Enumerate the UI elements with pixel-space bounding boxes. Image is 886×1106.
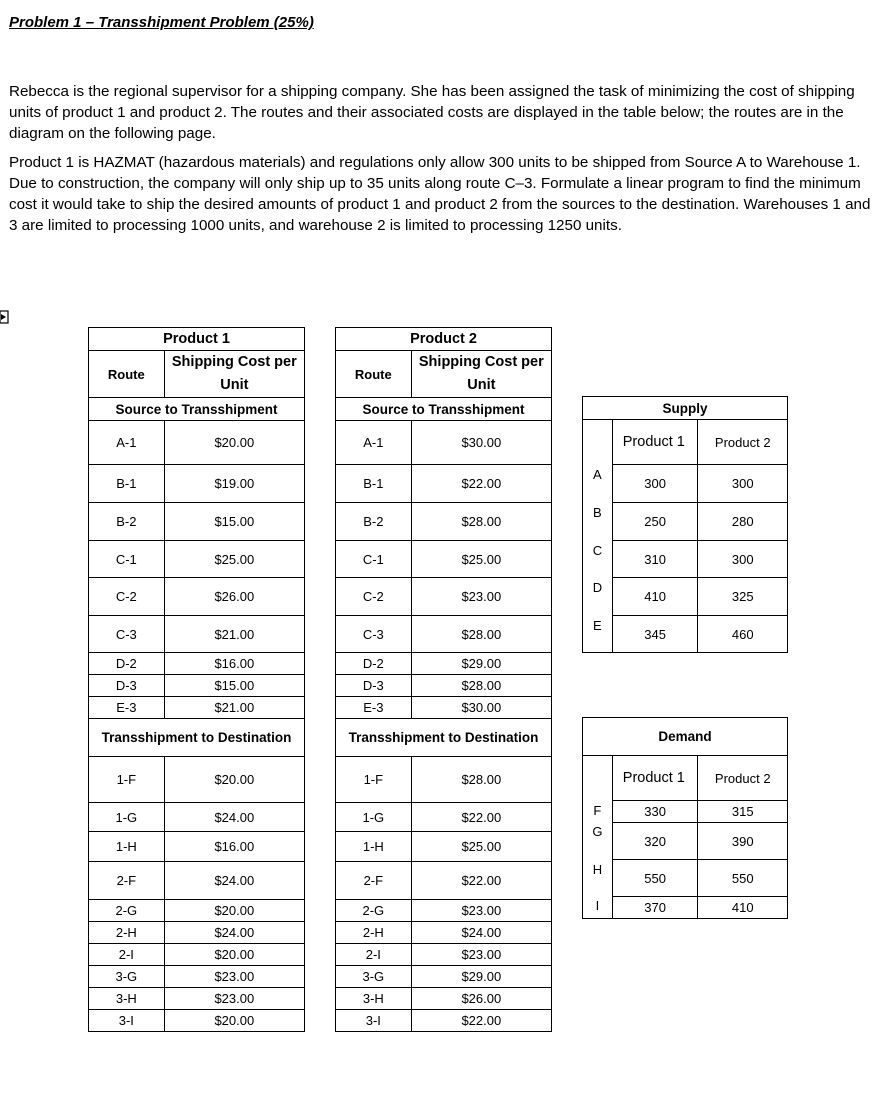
section-source-to-transshipment: Source to Transshipment [89, 398, 305, 421]
table-row [583, 541, 788, 578]
product1-header: Product 1 [612, 420, 698, 465]
product-title: Product 2 [336, 328, 552, 351]
product1-table [88, 327, 305, 1032]
route-cell: 2-I [336, 944, 412, 966]
product-title: Product 1 [89, 328, 305, 351]
product1-value: 300 [612, 465, 698, 503]
table-row [336, 944, 552, 966]
cost-cell: $26.00 [164, 578, 304, 616]
cost-cell: $24.00 [411, 922, 551, 944]
product2-value: 280 [698, 503, 788, 541]
route-cell: 2-G [336, 900, 412, 922]
table-row [336, 697, 552, 719]
cost-cell: $20.00 [164, 1010, 304, 1032]
route-cell: 1-F [89, 757, 165, 803]
route-cell: 3-I [336, 1010, 412, 1032]
section-transshipment-to-destination: Transshipment to Destination [89, 719, 305, 757]
table-row [336, 421, 552, 465]
table-row [583, 823, 788, 860]
route-cell: D-2 [336, 653, 412, 675]
route-cell: 3-G [336, 966, 412, 988]
route-cell: 1-H [336, 832, 412, 862]
cost-header: Shipping Cost per Unit [164, 351, 304, 398]
cost-cell: $22.00 [411, 1010, 551, 1032]
route-cell: E-3 [336, 697, 412, 719]
cost-cell: $29.00 [411, 966, 551, 988]
page-title: Problem 1 – Transshipment Problem (25%) [9, 14, 314, 31]
cost-cell: $16.00 [164, 653, 304, 675]
cost-cell: $15.00 [164, 675, 304, 697]
supply-label-cell: D [583, 578, 613, 616]
cost-cell: $21.00 [164, 697, 304, 719]
table-row [89, 616, 305, 653]
table-row [583, 465, 788, 503]
table-row [89, 675, 305, 697]
route-cell: C-2 [89, 578, 165, 616]
table-row [89, 757, 305, 803]
demand-label-cell: F [583, 801, 613, 823]
table-row [89, 578, 305, 616]
cost-cell: $22.00 [411, 803, 551, 832]
route-cell: E-3 [89, 697, 165, 719]
table-row [336, 578, 552, 616]
section-transshipment-to-destination: Transshipment to Destination [336, 719, 552, 757]
product2-value: 300 [698, 465, 788, 503]
demand-title: Demand [583, 718, 788, 756]
route-cell: 1-F [336, 757, 412, 803]
table-row [336, 675, 552, 697]
route-cell: 3-G [89, 966, 165, 988]
cost-cell: $29.00 [411, 653, 551, 675]
table-row [89, 653, 305, 675]
route-cell: 2-H [336, 922, 412, 944]
product1-value: 345 [612, 616, 698, 653]
cost-cell: $19.00 [164, 465, 304, 503]
route-cell: D-2 [89, 653, 165, 675]
cost-cell: $28.00 [411, 757, 551, 803]
cost-cell: $20.00 [164, 421, 304, 465]
intro-paragraph: Rebecca is the regional supervisor for a shipping company. She has been assigned the task of minimizing the cost of shipping units of product 1 and product 2. The routes and their associated costs are displayed in the table below; the routes are in the diagram on the following page. [9, 83, 855, 142]
table-row [89, 900, 305, 922]
product1-value: 250 [612, 503, 698, 541]
table-row [336, 653, 552, 675]
route-cell: 2-F [89, 862, 165, 900]
table-row [336, 465, 552, 503]
table-row [89, 922, 305, 944]
table-row [336, 988, 552, 1010]
demand-label-cell: G [583, 823, 613, 860]
product2-header: Product 2 [698, 420, 788, 465]
product2-value: 315 [698, 801, 788, 823]
route-cell: 1-H [89, 832, 165, 862]
table-row [89, 966, 305, 988]
cost-header: Shipping Cost per Unit [411, 351, 551, 398]
cost-cell: $22.00 [411, 465, 551, 503]
product2-value: 460 [698, 616, 788, 653]
table-row [336, 922, 552, 944]
table-row [89, 803, 305, 832]
table-row [336, 616, 552, 653]
supply-label-cell: B [583, 503, 613, 541]
product1-value: 320 [612, 823, 698, 860]
route-header: Route [336, 351, 412, 398]
route-cell: C-3 [89, 616, 165, 653]
product2-value: 550 [698, 860, 788, 897]
table-row [336, 541, 552, 578]
table-row [336, 832, 552, 862]
cost-cell: $30.00 [411, 697, 551, 719]
route-cell: D-3 [336, 675, 412, 697]
route-cell: B-2 [89, 503, 165, 541]
cost-cell: $20.00 [164, 944, 304, 966]
table-row [583, 503, 788, 541]
table-row [583, 860, 788, 897]
route-cell: B-1 [336, 465, 412, 503]
route-header: Route [89, 351, 165, 398]
table-row [583, 578, 788, 616]
route-cell: 2-H [89, 922, 165, 944]
cost-cell: $23.00 [411, 578, 551, 616]
blank-header [583, 756, 613, 801]
cost-cell: $30.00 [411, 421, 551, 465]
cost-cell: $23.00 [411, 900, 551, 922]
table-row [89, 1010, 305, 1032]
product1-value: 410 [612, 578, 698, 616]
product1-value: 330 [612, 801, 698, 823]
product2-header: Product 2 [698, 756, 788, 801]
cost-cell: $24.00 [164, 922, 304, 944]
table-row [89, 862, 305, 900]
table-row [336, 900, 552, 922]
table-row [89, 503, 305, 541]
route-cell: A-1 [336, 421, 412, 465]
route-cell: 3-H [336, 988, 412, 1010]
route-cell: 2-F [336, 862, 412, 900]
table-row [336, 803, 552, 832]
route-cell: C-1 [336, 541, 412, 578]
table-row [583, 801, 788, 823]
demand-label-cell: I [583, 897, 613, 919]
cost-cell: $22.00 [411, 862, 551, 900]
supply-label-cell: A [583, 465, 613, 503]
cost-cell: $15.00 [164, 503, 304, 541]
product1-value: 550 [612, 860, 698, 897]
route-cell: B-2 [336, 503, 412, 541]
cost-cell: $23.00 [411, 944, 551, 966]
route-cell: 3-I [89, 1010, 165, 1032]
table-row [336, 757, 552, 803]
supply-label-cell: C [583, 541, 613, 578]
cost-cell: $28.00 [411, 616, 551, 653]
cost-cell: $24.00 [164, 803, 304, 832]
route-cell: 3-H [89, 988, 165, 1010]
cost-cell: $23.00 [164, 988, 304, 1010]
table-row [89, 421, 305, 465]
product1-value: 370 [612, 897, 698, 919]
section-source-to-transshipment: Source to Transshipment [336, 398, 552, 421]
table-row [89, 832, 305, 862]
route-cell: D-3 [89, 675, 165, 697]
arrow-marker-icon [0, 310, 9, 324]
cost-cell: $16.00 [164, 832, 304, 862]
cost-cell: $25.00 [411, 541, 551, 578]
product2-table [335, 327, 552, 1032]
route-cell: B-1 [89, 465, 165, 503]
route-cell: C-3 [336, 616, 412, 653]
cost-cell: $25.00 [164, 541, 304, 578]
cost-cell: $20.00 [164, 900, 304, 922]
product1-value: 310 [612, 541, 698, 578]
route-cell: 2-I [89, 944, 165, 966]
table-row [89, 697, 305, 719]
table-row [336, 503, 552, 541]
cost-cell: $26.00 [411, 988, 551, 1010]
blank-header [583, 420, 613, 465]
cost-cell: $23.00 [164, 966, 304, 988]
cost-cell: $25.00 [411, 832, 551, 862]
product2-value: 325 [698, 578, 788, 616]
supply-table [582, 396, 788, 653]
constraints-paragraph: Product 1 is HAZMAT (hazardous materials) and regulations only allow 300 units to be shipped from Source A to Warehouse 1. Due to construction, the company will only ship up to 35 units along route C–3. Formulate a linear program to find the minimum cost it would take to ship the desired amounts of product 1 and product 2 from the sources to the destination. Warehouses 1 and 3 are limited to processing 1000 units, and warehouse 2 is limited to processing 1250 units. [9, 154, 871, 234]
table-row [336, 1010, 552, 1032]
table-row [336, 862, 552, 900]
table-row [336, 966, 552, 988]
route-cell: C-2 [336, 578, 412, 616]
demand-table [582, 717, 788, 919]
cost-cell: $28.00 [411, 675, 551, 697]
table-row [89, 944, 305, 966]
demand-label-cell: H [583, 860, 613, 897]
table-row [89, 465, 305, 503]
cost-cell: $20.00 [164, 757, 304, 803]
cost-cell: $24.00 [164, 862, 304, 900]
product2-value: 300 [698, 541, 788, 578]
route-cell: A-1 [89, 421, 165, 465]
route-cell: 2-G [89, 900, 165, 922]
route-cell: C-1 [89, 541, 165, 578]
table-row [583, 897, 788, 919]
product2-value: 410 [698, 897, 788, 919]
route-cell: 1-G [89, 803, 165, 832]
supply-label-cell: E [583, 616, 613, 653]
product1-header: Product 1 [612, 756, 698, 801]
product2-value: 390 [698, 823, 788, 860]
table-row [89, 988, 305, 1010]
table-row [89, 541, 305, 578]
cost-cell: $21.00 [164, 616, 304, 653]
route-cell: 1-G [336, 803, 412, 832]
table-row [583, 616, 788, 653]
supply-title: Supply [583, 397, 788, 420]
cost-cell: $28.00 [411, 503, 551, 541]
